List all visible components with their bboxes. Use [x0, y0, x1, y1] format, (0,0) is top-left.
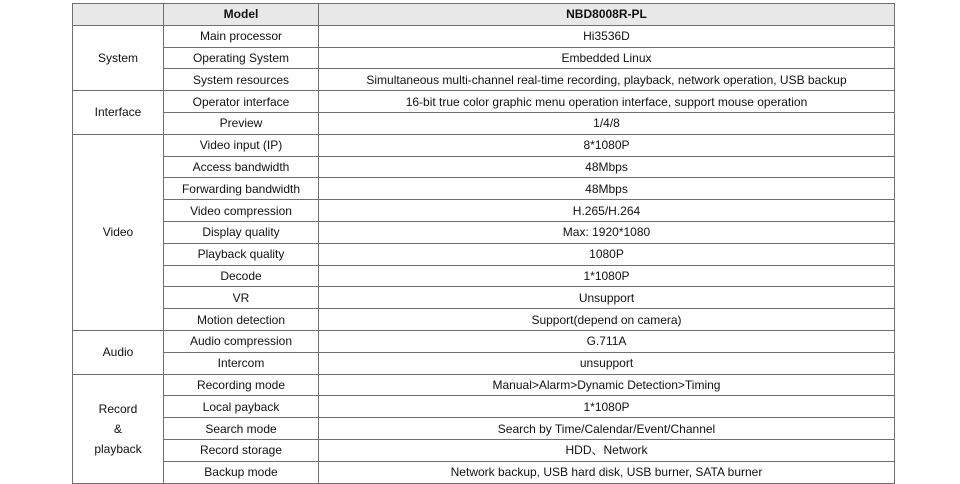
spec-label: Access bandwidth	[164, 156, 319, 178]
table-row	[73, 178, 895, 200]
table-row	[73, 200, 895, 222]
spec-label: Motion detection	[164, 309, 319, 331]
spec-value: Max: 1920*1080	[319, 221, 895, 243]
spec-value: 16-bit true color graphic menu operation interface, support mouse operation	[319, 91, 895, 113]
spec-value: 48Mbps	[319, 156, 895, 178]
table-row	[73, 91, 895, 113]
table-row	[73, 25, 895, 47]
table-row	[73, 47, 895, 69]
spec-value: Hi3536D	[319, 25, 895, 47]
spec-label: Main processor	[164, 25, 319, 47]
category-label: Audio	[102, 345, 134, 360]
table-row	[73, 352, 895, 374]
spec-value: HDD、Network	[319, 439, 895, 461]
header-category-cell	[73, 4, 164, 26]
spec-value: 1080P	[319, 243, 895, 265]
header-row	[73, 4, 895, 26]
table-row	[73, 265, 895, 287]
spec-value: Search by Time/Calendar/Event/Channel	[319, 418, 895, 440]
category-cell	[73, 91, 164, 135]
spec-label: Preview	[164, 112, 319, 134]
spec-label: VR	[164, 287, 319, 309]
spec-value: 1/4/8	[319, 112, 895, 134]
spec-label: Forwarding bandwidth	[164, 178, 319, 200]
table-row	[73, 287, 895, 309]
table-row	[73, 461, 895, 483]
spec-value: unsupport	[319, 352, 895, 374]
table-row	[73, 396, 895, 418]
spec-label: Recording mode	[164, 374, 319, 396]
category-cell	[73, 374, 164, 483]
spec-value: 1*1080P	[319, 396, 895, 418]
category-label: Interface	[94, 105, 142, 120]
table-row	[73, 156, 895, 178]
table-row	[73, 439, 895, 461]
table-row	[73, 243, 895, 265]
spec-value: H.265/H.264	[319, 200, 895, 222]
spec-label: Intercom	[164, 352, 319, 374]
category-cell	[73, 330, 164, 374]
spec-value: 1*1080P	[319, 265, 895, 287]
spec-label: Local payback	[164, 396, 319, 418]
spec-label: Backup mode	[164, 461, 319, 483]
spec-label: Search mode	[164, 418, 319, 440]
spec-label: Decode	[164, 265, 319, 287]
table-row	[73, 374, 895, 396]
spec-label: Display quality	[164, 221, 319, 243]
spec-label: Operating System	[164, 47, 319, 69]
spec-body	[73, 25, 895, 483]
spec-label: Operator interface	[164, 91, 319, 113]
category-cell	[73, 25, 164, 90]
header-model-value: NBD8008R-PL	[319, 4, 895, 26]
table-row	[73, 221, 895, 243]
spec-value: 48Mbps	[319, 178, 895, 200]
table-row	[73, 134, 895, 156]
header-model-label: Model	[164, 4, 319, 26]
spec-value: Manual>Alarm>Dynamic Detection>Timing	[319, 374, 895, 396]
spec-label: Playback quality	[164, 243, 319, 265]
category-label: &	[113, 421, 122, 436]
spec-value: Unsupport	[319, 287, 895, 309]
table-row	[73, 330, 895, 352]
table-row	[73, 112, 895, 134]
spec-label: Audio compression	[164, 330, 319, 352]
category-label: Video	[102, 225, 134, 240]
spec-label: Record storage	[164, 439, 319, 461]
table-row	[73, 69, 895, 91]
spec-label: Video compression	[164, 200, 319, 222]
spec-label: System resources	[164, 69, 319, 91]
category-label: playback	[94, 441, 142, 456]
spec-value: Network backup, USB hard disk, USB burner, SATA burner	[319, 461, 895, 483]
spec-value: Simultaneous multi-channel real-time recording, playback, network operation, USB backup	[319, 69, 895, 91]
spec-table	[72, 3, 895, 484]
spec-value: G.711A	[319, 330, 895, 352]
spec-value: 8*1080P	[319, 134, 895, 156]
table-row	[73, 418, 895, 440]
category-cell	[73, 134, 164, 330]
spec-value: Support(depend on camera)	[319, 309, 895, 331]
spec-value: Embedded Linux	[319, 47, 895, 69]
category-label: Record	[98, 401, 138, 416]
category-label: System	[97, 50, 138, 65]
table-row	[73, 309, 895, 331]
spec-label: Video input (IP)	[164, 134, 319, 156]
